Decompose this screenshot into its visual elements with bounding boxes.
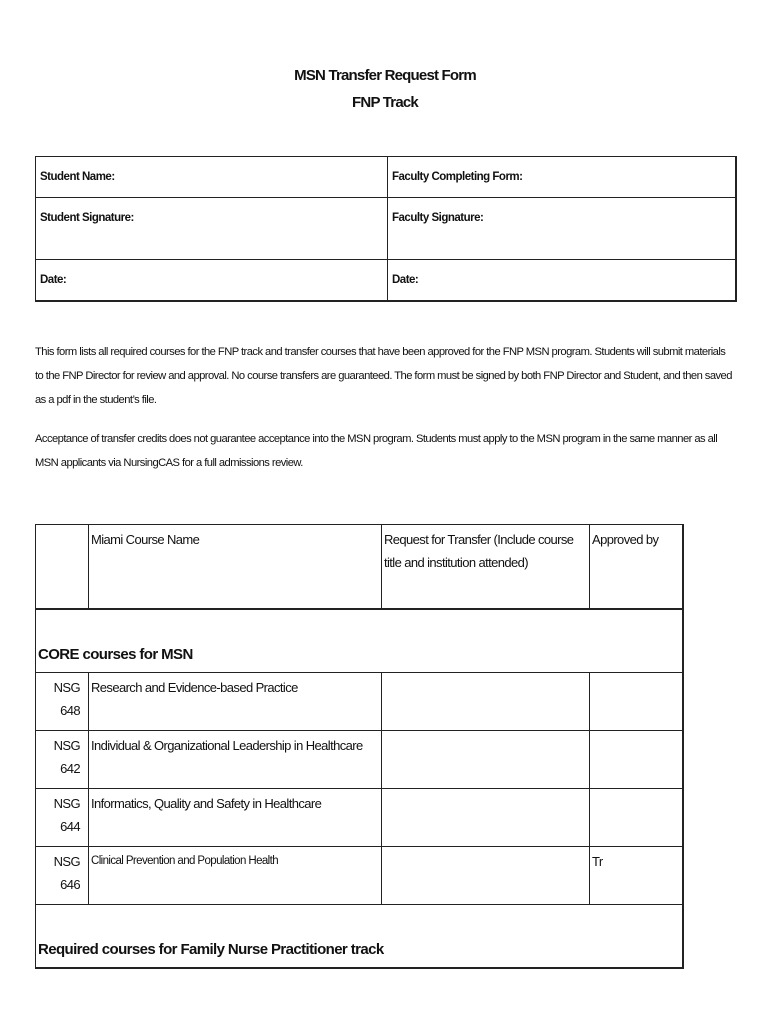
- header-course-name: Miami Course Name: [89, 525, 382, 610]
- request-transfer-cell[interactable]: [382, 789, 590, 847]
- fnp-section-row: [36, 905, 684, 969]
- course-code: NSG 646: [36, 847, 89, 905]
- course-name: Individual & Organizational Leadership in Healthcare: [89, 731, 382, 789]
- table-row: [36, 789, 684, 847]
- form-title: MSN Transfer Request Form: [294, 67, 476, 84]
- approved-by-cell[interactable]: [590, 673, 684, 731]
- fnp-section-heading: Required courses for Family Nurse Practitioner track: [36, 905, 684, 969]
- table-row: [36, 731, 684, 789]
- student-name-field[interactable]: Student Name:: [36, 157, 388, 198]
- course-code: NSG 648: [36, 673, 89, 731]
- faculty-date-field[interactable]: Date:: [388, 260, 737, 302]
- faculty-signature-field[interactable]: Faculty Signature:: [388, 198, 737, 260]
- table-row: [36, 847, 684, 905]
- core-section-heading: CORE courses for MSN: [36, 609, 684, 673]
- request-transfer-cell[interactable]: [382, 673, 590, 731]
- approved-by-cell[interactable]: [590, 731, 684, 789]
- signature-info-table: [35, 156, 737, 302]
- request-transfer-cell[interactable]: [382, 731, 590, 789]
- course-code: NSG 642: [36, 731, 89, 789]
- header-request-transfer: Request for Transfer (Include course title and institution attended): [382, 525, 590, 610]
- course-code: NSG 644: [36, 789, 89, 847]
- header-code: [36, 525, 89, 610]
- approved-by-cell[interactable]: [590, 789, 684, 847]
- student-date-field[interactable]: Date:: [36, 260, 388, 302]
- acceptance-paragraph: Acceptance of transfer credits does not guarantee acceptance into the MSN program. Students must apply to the MSN program in the same manner as all MSN applicants via NursingCAS for a full admissions review.: [35, 433, 718, 469]
- course-table: [35, 524, 684, 969]
- table-row: [36, 673, 684, 731]
- course-name: Informatics, Quality and Safety in Healthcare: [89, 789, 382, 847]
- form-subtitle: FNP Track: [352, 94, 418, 111]
- faculty-completing-field[interactable]: Faculty Completing Form:: [388, 157, 737, 198]
- request-transfer-cell[interactable]: [382, 847, 590, 905]
- header-approved-by: Approved by: [590, 525, 684, 610]
- course-name: Clinical Prevention and Population Health: [89, 847, 382, 905]
- approved-by-cell[interactable]: Tr: [590, 847, 684, 905]
- instructions-paragraph: This form lists all required courses for the FNP track and transfer courses that have been approved for the FNP MSN program. Students will submit materials to the FNP Director for review and approval. No course transfers are guaranteed. The form must be signed by both FNP Director and Student, and then saved as a pdf in the student’s file.: [35, 346, 732, 406]
- student-signature-field[interactable]: Student Signature:: [36, 198, 388, 260]
- core-section-row: [36, 609, 684, 673]
- course-table-header: [36, 525, 684, 610]
- course-name: Research and Evidence-based Practice: [89, 673, 382, 731]
